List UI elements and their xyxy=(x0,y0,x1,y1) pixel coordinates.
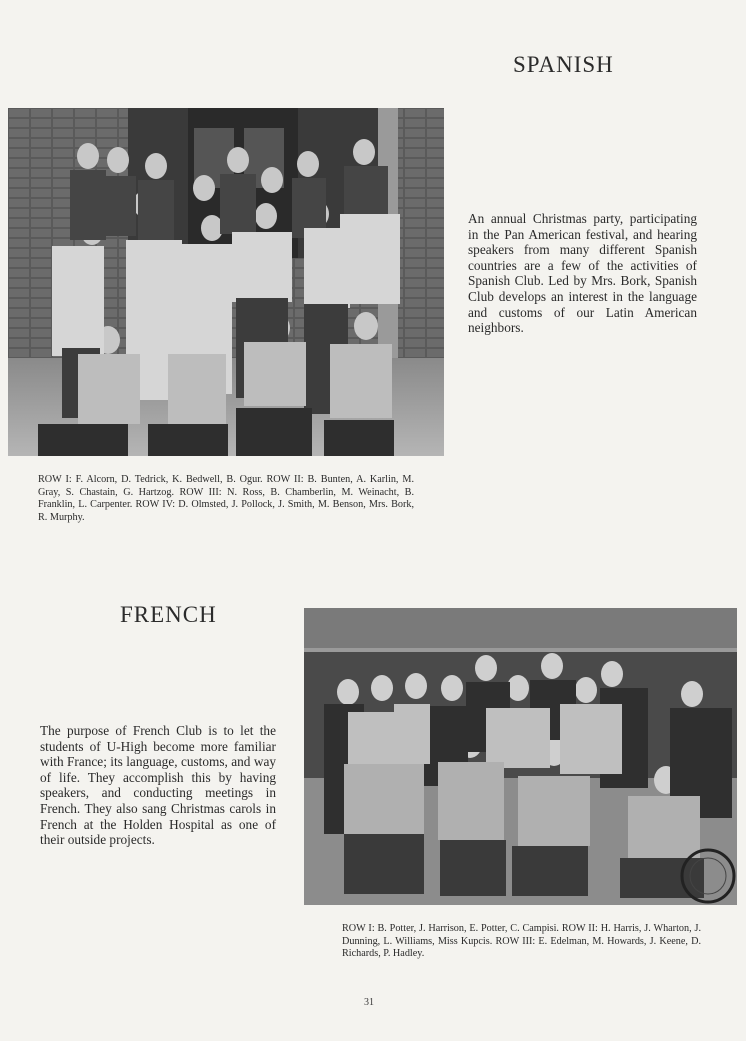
french-club-photo-illustration xyxy=(304,608,737,905)
spanish-heading: SPANISH xyxy=(513,52,614,77)
spanish-club-photo xyxy=(8,108,444,456)
french-photo-caption: ROW I: B. Potter, J. Harrison, E. Potter, C. Campisi. ROW II: H. Harris, J. Wharton, J. Dunning, L. Williams, Miss Kupcis. ROW III: E. Edelman, M. Howards, J. Keene, D. Richards, P. Hadley. xyxy=(342,923,701,960)
spanish-club-photo-illustration xyxy=(8,108,444,456)
spanish-description: An annual Christmas party, participating in the Pan American festival, and hearing speakers from many different Spanish countries are a few of the activities of Spanish Club. Led by Mrs. Bork, Spanish Club develops an interest in the language and customs of our Latin American neighbors. xyxy=(468,211,697,336)
french-club-photo xyxy=(304,608,737,905)
french-description: The purpose of French Club is to let the students of U-High become more familiar with France; its language, customs, and way of life. They accomplish this by having speakers, and conducting meetings in French. They also sang Christmas carols in French at the Holden Hospital as one of their outside projects. xyxy=(40,723,276,848)
french-heading: FRENCH xyxy=(120,602,217,627)
page-number: 31 xyxy=(364,997,374,1008)
spanish-photo-caption: ROW I: F. Alcorn, D. Tedrick, K. Bedwell, B. Ogur. ROW II: B. Bunten, A. Karlin, M. Gray, S. Chastain, G. Hartzog. ROW III: N. Ross, B. Chamberlin, M. Weinacht, B. Franklin, L. Carpenter. ROW IV: D. Olmsted, J. Pollock, J. Smith, M. Benson, Mrs. Bork, R. Murphy. xyxy=(38,474,414,524)
